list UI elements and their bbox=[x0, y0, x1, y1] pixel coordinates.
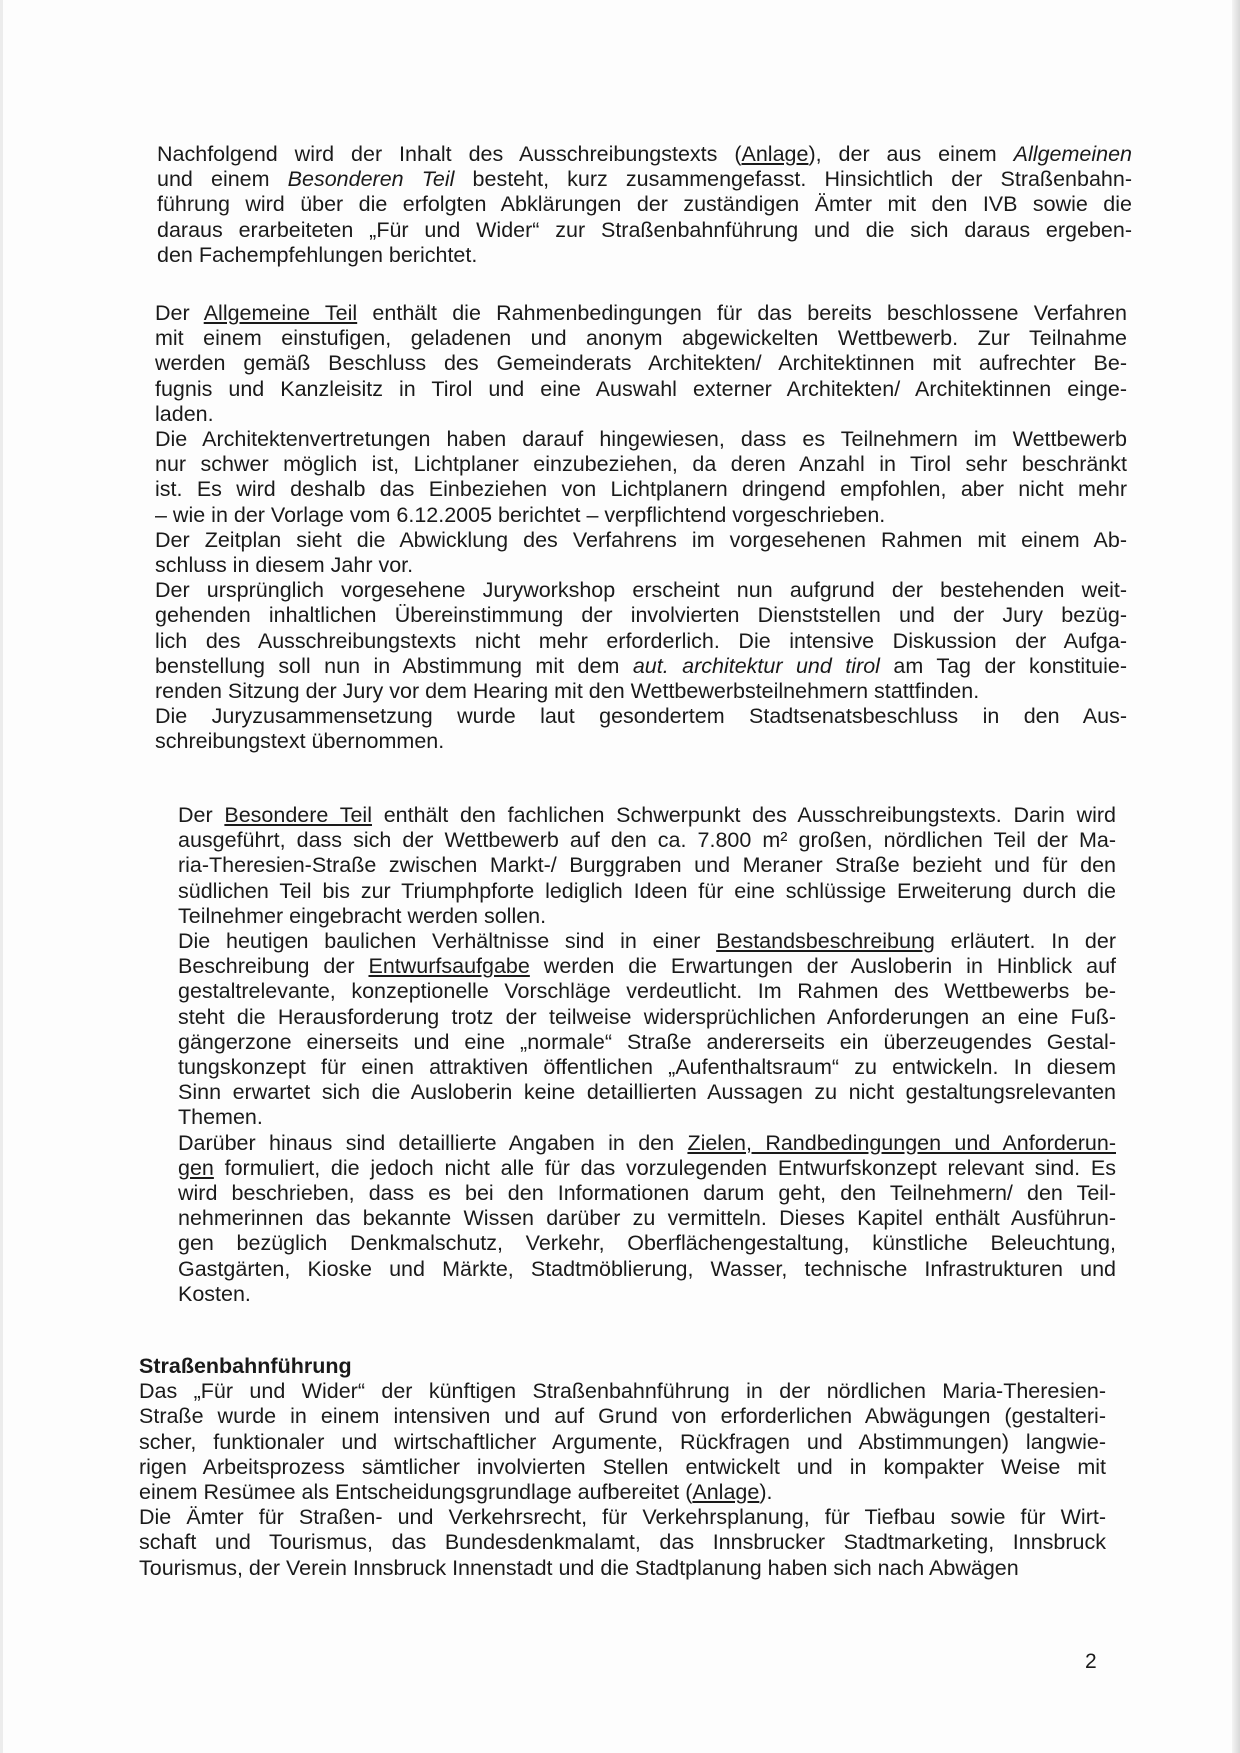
text-line: gehenden inhaltlichen Übereinstimmung der involvierten Dienststellen und der Jury bezüg- bbox=[155, 603, 1127, 628]
text-line: den Fachempfehlungen berichtet. bbox=[157, 242, 478, 267]
text-line: gängerzone einerseits und eine „normale“ Straße andererseits ein überzeugendes Gestal- bbox=[178, 1029, 1116, 1054]
text-line: lich des Ausschreibungstexts nicht mehr erforderlich. Die intensive Diskussion der Aufga- bbox=[155, 628, 1127, 653]
section-body bbox=[139, 1379, 1106, 1581]
text-line: mit einem einstufigen, geladenen und anonym abgewickelten Wettbewerb. Zur Teilnahme bbox=[155, 326, 1127, 351]
text-line: Der Allgemeine Teil enthält die Rahmenbedingungen für das bereits beschlossene Verfahren bbox=[155, 301, 1127, 325]
text-line: ria-Theresien-Straße zwischen Markt-/ Burggraben und Meraner Straße bezieht und für den bbox=[178, 853, 1116, 878]
text-line: daraus erarbeiteten „Für und Wider“ zur Straßenbahnführung und die sich daraus ergeben- bbox=[157, 217, 1132, 242]
underlined-reference: Zielen, Randbedingungen und Anforderun- bbox=[687, 1130, 1116, 1155]
text-line: schreibungstext übernommen. bbox=[155, 729, 445, 754]
scan-edge-left bbox=[0, 0, 3, 1753]
text-line: Kosten. bbox=[178, 1281, 251, 1306]
text-line: Die Architektenvertretungen haben darauf hingewiesen, dass es Teilnehmern im Wettbewerb bbox=[155, 427, 1127, 452]
allgemeiner-teil-section bbox=[155, 301, 1127, 755]
text-line: gen formuliert, die jedoch nicht alle für das vorzulegenden Entwurfskonzept relevant sind. Es bbox=[178, 1155, 1116, 1180]
text-line: Tourismus, der Verein Innsbruck Innenstadt und die Stadtplanung haben sich nach Abwägen bbox=[139, 1555, 1019, 1580]
section-heading: Straßenbahnführung bbox=[139, 1354, 352, 1378]
text-line: tungskonzept für einen attraktiven öffentlichen „Aufenthaltsraum“ zu entwickeln. In diesem bbox=[178, 1055, 1116, 1080]
text-line: schaft und Tourismus, das Bundesdenkmalamt, das Innsbrucker Stadtmarketing, Innsbruck bbox=[139, 1530, 1106, 1555]
text-line: Straße wurde in einem intensiven und auf Grund von erforderlichen Abwägungen (gestalteri- bbox=[139, 1404, 1106, 1429]
underlined-reference: gen bbox=[178, 1155, 214, 1180]
text-line: Darüber hinaus sind detaillierte Angaben in den Zielen, Randbedingungen und Anforderun- bbox=[178, 1130, 1116, 1155]
text-line: renden Sitzung der Jury vor dem Hearing mit den Wettbewerbsteilnehmern stattfinden. bbox=[155, 679, 980, 704]
text-line: fugnis und Kanzleisitz in Tirol und eine Auswahl externer Architekten/ Architektinnen einge- bbox=[155, 376, 1127, 401]
page-number: 2 bbox=[1085, 1650, 1097, 1673]
scan-edge-right bbox=[1232, 0, 1240, 1753]
text-line: südlichen Teil bis zur Triumphpforte lediglich Ideen für eine schlüssige Erweiterung durch die bbox=[178, 878, 1116, 903]
text-line: Der Zeitplan sieht die Abwicklung des Verfahrens im vorgesehenen Rahmen mit einem Ab- bbox=[155, 527, 1127, 552]
text-line: und einem Besonderen Teil besteht, kurz zusammengefasst. Hinsichtlich der Straßenbahn- bbox=[157, 167, 1132, 192]
text-line: führung wird über die erfolgten Abklärungen der zuständigen Ämter mit den IVB sowie die bbox=[157, 192, 1132, 217]
strassenbahnfuehrung-section bbox=[139, 1354, 1106, 1581]
italic-term: Allgemeinen bbox=[1013, 142, 1132, 166]
text-line: scher, funktionaler und wirtschaftlicher Argumente, Rückfragen und Abstimmungen) langwie- bbox=[139, 1429, 1106, 1454]
text-line: nur schwer möglich ist, Lichtplaner einzubeziehen, da deren Anzahl in Tirol sehr beschränkt bbox=[155, 452, 1127, 477]
intro-paragraph bbox=[157, 142, 1132, 268]
text-line: gen bezüglich Denkmalschutz, Verkehr, Oberflächengestaltung, künstliche Beleuchtung, bbox=[178, 1231, 1116, 1256]
text-line: laden. bbox=[155, 401, 214, 426]
text-line: einem Resümee als Entscheidungsgrundlage aufbereitet (Anlage). bbox=[139, 1480, 773, 1505]
text-line: schluss in diesem Jahr vor. bbox=[155, 553, 414, 578]
underlined-reference: Bestandsbeschreibung bbox=[716, 929, 935, 954]
italic-term: aut. architektur und tirol bbox=[632, 653, 880, 678]
text-line: nehmerinnen das bekannte Wissen darüber zu vermitteln. Dieses Kapitel enthält Ausführun- bbox=[178, 1206, 1116, 1231]
text-line: Sinn erwartet sich die Ausloberin keine detaillierten Aussagen zu nicht gestaltungsrelevanten bbox=[178, 1080, 1116, 1105]
text-line: gestaltrelevante, konzeptionelle Vorschläge verdeutlicht. Im Rahmen des Wettbewerbs be- bbox=[178, 979, 1116, 1004]
text-line: Die Ämter für Straßen- und Verkehrsrecht, für Verkehrsplanung, für Tiefbau sowie für Wirt- bbox=[139, 1505, 1106, 1530]
text-line: Beschreibung der Entwurfsaufgabe werden die Erwartungen der Ausloberin in Hinblick auf bbox=[178, 954, 1116, 979]
text-line: benstellung soll nun in Abstimmung mit dem aut. architektur und tirol am Tag der konstituie- bbox=[155, 653, 1127, 678]
text-line: Nachfolgend wird der Inhalt des Ausschreibungstexts (Anlage), der aus einem Allgemeinen bbox=[157, 142, 1132, 166]
text-line: Teilnehmer eingebracht werden sollen. bbox=[178, 903, 547, 928]
text-line: Die Juryzusammensetzung wurde laut gesondertem Stadtsenatsbeschluss in den Aus- bbox=[155, 704, 1127, 729]
text-line: Gastgärten, Kioske und Märkte, Stadtmöblierung, Wasser, technische Infrastrukturen und bbox=[178, 1256, 1116, 1281]
underlined-reference: Anlage bbox=[692, 1480, 760, 1505]
text-line: rigen Arbeitsprozess sämtlicher involvierten Stellen entwickelt und in kompakter Weise mit bbox=[139, 1454, 1106, 1479]
text-line: Der ursprünglich vorgesehene Juryworkshop erscheint nun aufgrund der bestehenden weit- bbox=[155, 578, 1127, 603]
besonderer-teil-section bbox=[178, 803, 1116, 1307]
underlined-reference: Besondere Teil bbox=[224, 803, 372, 827]
underlined-reference: Entwurfsaufgabe bbox=[368, 954, 530, 979]
text-line: Das „Für und Wider“ der künftigen Straßenbahnführung in der nördlichen Maria-Theresien- bbox=[139, 1379, 1106, 1404]
text-line: werden gemäß Beschluss des Gemeinderats Architekten/ Architektinnen mit aufrechter Be- bbox=[155, 351, 1127, 376]
text-line: – wie in der Vorlage vom 6.12.2005 berichtet – verpflichtend vorgeschrieben. bbox=[155, 502, 886, 527]
underlined-reference: Anlage bbox=[741, 142, 809, 166]
text-line: Die heutigen baulichen Verhältnisse sind in einer Bestandsbeschreibung erläutert. In der bbox=[178, 929, 1116, 954]
text-line: Themen. bbox=[178, 1105, 263, 1130]
underlined-reference: Allgemeine Teil bbox=[203, 301, 358, 325]
text-line: Der Besondere Teil enthält den fachlichen Schwerpunkt des Ausschreibungstexts. Darin wird bbox=[178, 803, 1116, 827]
text-line: ist. Es wird deshalb das Einbeziehen von Lichtplanern dringend empfohlen, aber nicht mehr bbox=[155, 477, 1127, 502]
text-line: ausgeführt, dass sich der Wettbewerb auf den ca. 7.800 m² großen, nördlichen Teil der Ma- bbox=[178, 828, 1116, 853]
text-line: wird beschrieben, dass es bei den Informationen darum geht, den Teilnehmern/ den Teil- bbox=[178, 1181, 1116, 1206]
text-line: steht die Herausforderung trotz der teilweise widersprüchlichen Anforderungen an eine Fuß- bbox=[178, 1004, 1116, 1029]
italic-term: Besonderen Teil bbox=[287, 167, 455, 192]
